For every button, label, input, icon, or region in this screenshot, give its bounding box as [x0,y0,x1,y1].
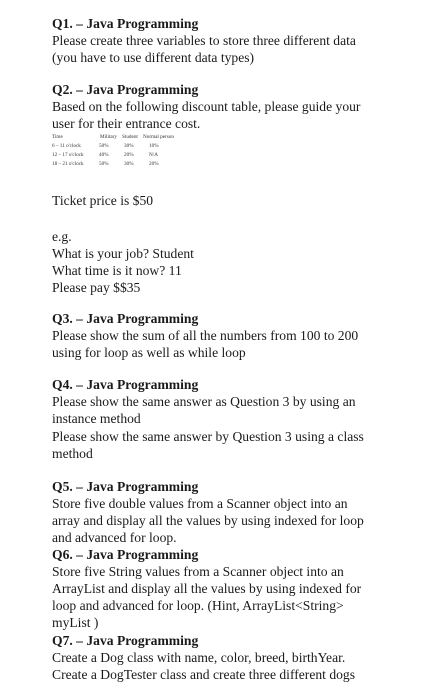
q3-heading: Q3. – Java Programming [52,311,199,326]
q7-line-2: Create a DogTester class and create three different dogs [52,667,356,682]
q3-line-2: using for loop as well as while loop [52,345,246,360]
q6-line-3: loop and advanced for loop. (Hint, ArrayList<String> [52,598,344,613]
q5-heading: Q5. – Java Programming [52,479,199,494]
table-cell: 40% [99,152,109,158]
q6-heading: Q6. – Java Programming [52,547,199,562]
q5-line-1: Store five double values from a Scanner object into an [52,496,348,511]
table-cell: 20% [149,161,159,167]
q7-heading: Q7. – Java Programming [52,633,199,648]
table-header-student: Student [122,134,138,140]
q2-line-1: Based on the following discount table, please guide your [52,99,361,114]
q1-heading: Q1. – Java Programming [52,16,199,31]
table-cell: 30% [124,143,134,149]
q7-line-1: Create a Dog class with name, color, breed, birthYear. [52,650,346,665]
example-line-3: Please pay $$35 [52,280,141,295]
q1-line-1: Please create three variables to store three different data [52,33,356,48]
q6-line-4: myList ) [52,615,99,630]
q4-line-1: Please show the same answer as Question 3 by using an [52,394,356,409]
table-cell: 50% [99,143,109,149]
table-cell: N/A [149,152,158,158]
table-cell: 6 – 11 o'clock [52,143,81,149]
q2-heading: Q2. – Java Programming [52,82,199,97]
table-header-military: Military [100,134,118,140]
q4-line-2: instance method [52,411,141,426]
q5-line-3: and advanced for loop. [52,530,177,545]
q4-heading: Q4. – Java Programming [52,377,199,392]
q6-line-2: ArrayList and display all the values by using indexed for [52,581,362,596]
q2-line-2: user for their entrance cost. [52,116,201,131]
q6-line-1: Store five String values from a Scanner object into an [52,564,344,579]
q3-line-1: Please show the sum of all the numbers from 100 to 200 [52,328,359,343]
example-label: e.g. [52,229,72,244]
table-header-time: Time [52,134,63,140]
table-cell: 50% [99,161,109,167]
q5-line-2: array and display all the values by using indexed for loop [52,513,364,528]
table-header-normal: Normal person [143,134,174,140]
q4-line-4: method [52,446,93,461]
example-line-2: What time is it now? 11 [52,263,182,278]
table-cell: 12 – 17 o'clock [52,152,84,158]
table-cell: 20% [124,152,134,158]
table-cell: 10% [149,143,159,149]
example-line-1: What is your job? Student [52,246,194,261]
table-cell: 18 – 21 o'clock [52,161,84,167]
table-cell: 30% [124,161,134,167]
ticket-price: Ticket price is $50 [52,193,154,208]
q4-line-3: Please show the same answer by Question 3 using a class [52,429,364,444]
q1-line-2: (you have to use different data types) [52,50,255,65]
